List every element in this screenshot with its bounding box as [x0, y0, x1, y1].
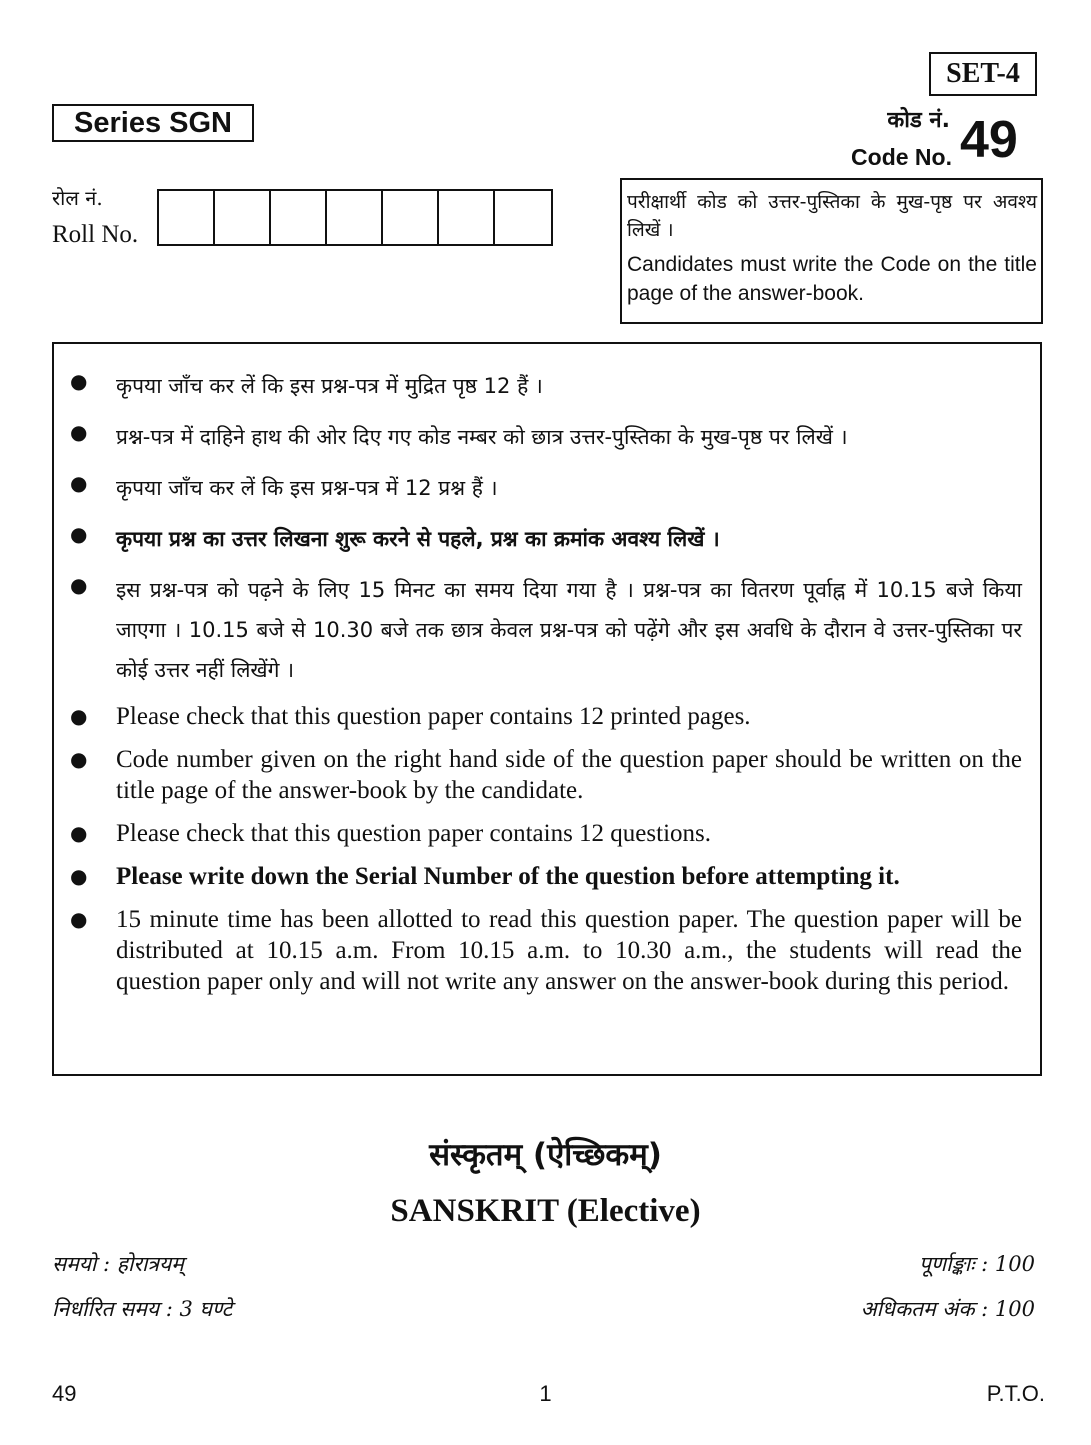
roll-number-cell[interactable]	[383, 191, 439, 244]
code-number: 49	[960, 111, 1018, 169]
candidate-note-box	[620, 178, 1043, 324]
instruction-text: 15 minute time has been allotted to read this question paper. The question paper will be distributed at 10.15 a.m. From 10.15 a.m. to 10.30 a.m., the students will read the question paper only and will not write any answer on the answer-book during this period.	[116, 906, 1022, 995]
instruction-item	[64, 519, 1022, 559]
series-label: Series SGN	[52, 104, 254, 142]
bullet-icon: ●	[70, 864, 88, 888]
instruction-text: Please check that this question paper contains 12 printed pages.	[116, 703, 751, 730]
roll-label-hindi: रोल नं.	[52, 186, 103, 210]
roll-number-grid	[157, 189, 553, 246]
bullet-icon: ●	[70, 369, 88, 393]
max-marks-sanskrit: पूर्णाङ्काः : 100	[918, 1252, 1035, 1276]
roll-number-cell[interactable]	[215, 191, 271, 244]
instruction-text: कृपया प्रश्न का उत्तर लिखना शुरू करने से पहले, प्रश्न का क्रमांक अवश्य लिखें ।	[116, 527, 720, 551]
instruction-item	[64, 570, 1022, 690]
code-label-english: Code No.	[851, 144, 952, 170]
bullet-icon: ●	[70, 821, 88, 845]
instruction-item	[64, 366, 1022, 406]
roll-number-cell[interactable]	[327, 191, 383, 244]
instruction-text: इस प्रश्न-पत्र को पढ़ने के लिए 15 मिनट का समय दिया गया है । प्रश्न-पत्र का वितरण पूर्वाह्न में 10.15 बजे किया जाएगा । 10.15 बजे से 10.30 बजे तक छात्र केवल प्रश्न-पत्र को पढ़ेंगे और इस अवधि के दौरान वे उत्तर-पुस्तिका पर कोई उत्तर नहीं लिखेंगे ।	[116, 578, 1022, 682]
instruction-item	[64, 468, 1022, 508]
instruction-text: Please check that this question paper contains 12 questions.	[116, 820, 712, 847]
max-marks-hindi: अधिकतम अंक : 100	[860, 1297, 1035, 1321]
candidate-note-hindi: परीक्षार्थी कोड को उत्तर-पुस्तिका के मुख-पृष्ठ पर अवश्य लिखें ।	[627, 191, 1037, 241]
set-label: SET-4	[929, 52, 1037, 96]
bullet-icon: ●	[70, 420, 88, 444]
instruction-item	[64, 417, 1022, 457]
roll-number-cell[interactable]	[495, 191, 551, 244]
instruction-item	[64, 861, 1022, 892]
candidate-note-english: Candidates must write the Code on the title page of the answer-book.	[627, 253, 1037, 305]
bullet-icon: ●	[70, 573, 88, 597]
instruction-item	[64, 818, 1022, 849]
time-allowed-hindi: निर्धारित समय : 3 घण्टे	[52, 1297, 233, 1321]
instruction-text: Please write down the Serial Number of the question before attempting it.	[116, 863, 900, 890]
bullet-icon: ●	[70, 907, 88, 931]
instruction-text: Code number given on the right hand side of the question paper should be written on the title page of the answer-book by the candidate.	[116, 746, 1022, 804]
page-number: 1	[539, 1381, 552, 1406]
instruction-text: कृपया जाँच कर लें कि इस प्रश्न-पत्र में 12 प्रश्न हैं ।	[116, 476, 498, 500]
subject-title-sanskrit: संस्कृतम् (ऐच्छिकम्)	[429, 1137, 662, 1173]
instruction-item	[64, 701, 1022, 732]
instructions-box	[52, 342, 1042, 1076]
bullet-icon: ●	[70, 704, 88, 728]
roll-number-cell[interactable]	[271, 191, 327, 244]
code-label-hindi: कोड नं.	[887, 108, 950, 133]
bullet-icon: ●	[70, 747, 88, 771]
roll-number-cell[interactable]	[439, 191, 495, 244]
footer-code: 49	[52, 1381, 77, 1406]
bullet-icon: ●	[70, 522, 88, 546]
pto-label: P.T.O.	[986, 1381, 1045, 1406]
instruction-item	[64, 744, 1022, 806]
roll-number-cell[interactable]	[159, 191, 215, 244]
bullet-icon: ●	[70, 471, 88, 495]
subject-title-english: SANSKRIT (Elective)	[390, 1193, 701, 1229]
time-allowed-sanskrit: समयो : होरात्रयम्	[52, 1252, 184, 1276]
instruction-text: प्रश्न-पत्र में दाहिने हाथ की ओर दिए गए कोड नम्बर को छात्र उत्तर-पुस्तिका के मुख-पृष्ठ पर लिखें ।	[116, 425, 848, 449]
instruction-text: कृपया जाँच कर लें कि इस प्रश्न-पत्र में मुद्रित पृष्ठ 12 हैं ।	[116, 374, 543, 398]
roll-label-english: Roll No.	[52, 221, 139, 248]
instruction-item	[64, 904, 1022, 997]
